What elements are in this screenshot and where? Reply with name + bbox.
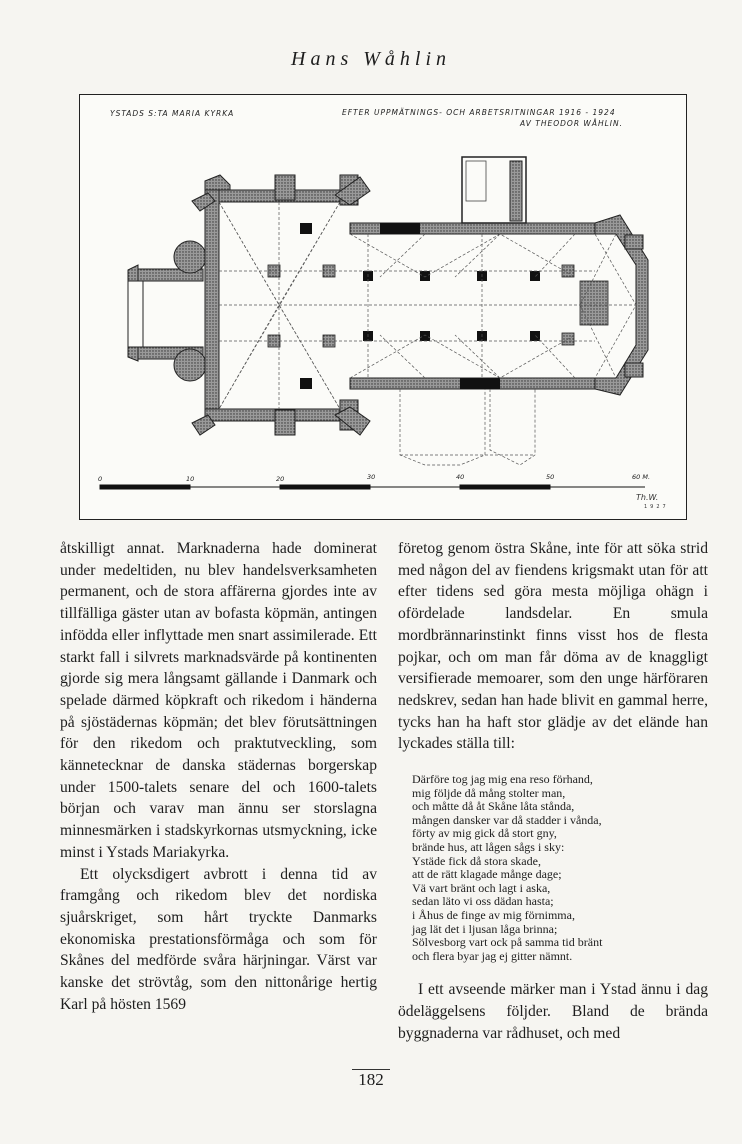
poem-line: i Åhus de finge av mig förnimma, [412, 907, 575, 922]
poem-line: brände hus, att lågen sågs i sky: [412, 840, 565, 854]
scale-label-60: 60 M. [632, 473, 651, 481]
poem-line: Sölvesborg vart ock på samma tid bränt [412, 935, 603, 950]
left-paragraph-2: Ett olycksdigert avbrott i denna tid av framgång och rikedom blev det nordiska sjuårskriget, som hårt tryckte Danmarks ekonomiska prestationsförmåga och som för Skånes del medförde svåra härjningar. Värst var kanske det strövtåg, som den nittonårige hertig Karl på hösten 1569 [60, 865, 377, 1013]
page-number: 182 [352, 1069, 390, 1089]
scale-label-30: 30 [367, 473, 376, 481]
page-number-wrap [0, 1070, 742, 1090]
poem-line: Ystäde fick då stora skade, [412, 853, 541, 868]
plan-caption-right-line2: AV THEODOR WÅHLIN. [520, 119, 623, 128]
plan-caption-left: YSTADS S:TA MARIA KYRKA [110, 109, 235, 118]
poem-line: Vä vart bränt och lagt i aska, [412, 880, 551, 895]
poem-line: förty av mig gick då stort gny, [412, 826, 557, 841]
poem-line: och flera byar jag ej gitter nämnt. [412, 948, 573, 963]
left-text-column [60, 538, 377, 1015]
signature-year: 1927 [644, 504, 669, 510]
church-floor-plan-figure [79, 94, 687, 520]
poem-line: och måtte då åt Skåne låta stånda, [412, 799, 575, 814]
scale-label-50: 50 [546, 473, 555, 481]
poem-line: att de rätt klagade månge dage; [412, 867, 562, 882]
poem-line: sedan läto vi oss dädan hasta; [412, 894, 554, 909]
scale-label-0: 0 [98, 475, 103, 483]
poem-line: Därföre tog jag mig ena reso förhand, [412, 772, 593, 787]
plan-caption-right-line1: EFTER UPPMÄTNINGS- OCH ARBETSRITNINGAR 1916 - 1924 [342, 108, 616, 117]
right-paragraph-after-poem: I ett avseende märker man i Ystad ännu i dag ödeläggelsens följder. Bland de brända byggnaderna var rådhuset, och med [398, 981, 708, 1042]
poem-line: jag lät det i ljusan låga brinna; [412, 921, 558, 936]
scale-label-10: 10 [186, 475, 195, 483]
right-paragraph-intro: företog genom östra Skåne, inte för att söka strid med någon del av fiendens krigsmakt utan för att efter tidens sed göra mesta möjliga ohägn i ofördelade landsdelar. En smula mordbrännarinstinkt finns visst hos de flesta pojkar, och om man får döma av de knaggligt versifierade memoarer, som den unge härföraren nedskrev, sedan han hade blivit en gammal herre, tycks han ha haft stor glädje av det elände han lyckades ställa till: [398, 540, 708, 753]
running-title: Hans Wåhlin [291, 48, 451, 70]
poem-line: mången dansker var då stadder i vånda, [412, 812, 602, 827]
artist-signature: Th.W. [636, 493, 659, 502]
poem-line: mig följde då mång stolter man, [412, 785, 566, 800]
scale-label-40: 40 [456, 473, 465, 481]
poem-quotation [412, 773, 708, 963]
left-paragraph-1: åtskilligt annat. Marknaderna hade dominerat under medeltiden, nu blev handelsverksamheten permanent, och de stora affärerna gjordes inte av tillfälliga gäster utan av bofasta köpmän, antingen infödda eller inflyttade men snart assimilerade. Ett starkt fall i silvrets marknadsvärde på kontinenten gjorde sig mera långsamt gällande i Danmark och spelade därmed köpkraft och rikedom i händerna på sjöstädernas köpmän; det blev förutsättningen för den rikedom och praktutveckling, som kännetecknar de danska städernas borgerskap under 1500-talets senare del och 1600-talets början och varav man ännu ser storslagna minnesmärken i stadskyrkornas utsmyckning, icke minst i Ystads Mariakyrka. [60, 540, 377, 861]
scale-label-20: 20 [276, 475, 285, 483]
floor-plan-drawing [80, 95, 686, 519]
right-text-column [398, 538, 708, 1044]
